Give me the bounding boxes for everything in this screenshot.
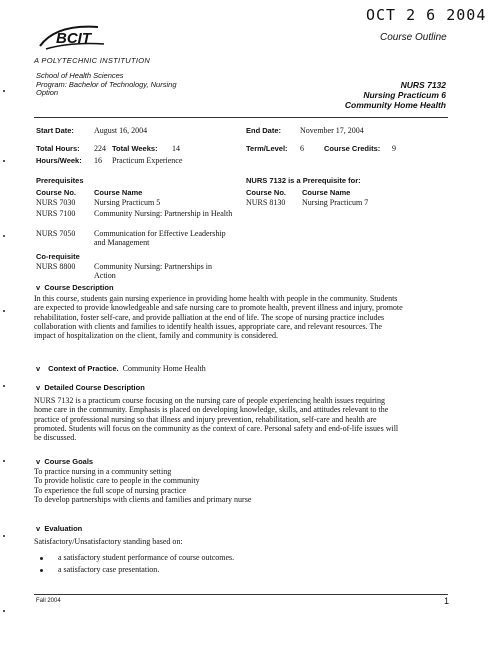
scan-speck: [3, 160, 5, 162]
evaluation-intro: Satisfactory/Unsatisfactory standing based on:: [34, 537, 183, 546]
course-title-line1: Nursing Practicum 6: [363, 90, 446, 100]
end-date-value: November 17, 2004: [300, 126, 364, 135]
prereq-col-course-name: Course Name: [94, 188, 143, 197]
course-description-text: [34, 294, 454, 340]
text-line: NURS 7132 is a practicum course focusing on the nursing care of people experiencing health issues requiring: [34, 396, 386, 405]
text-line: In this course, students gain nursing experience in providing home health with people in the community. Students: [34, 294, 398, 303]
scan-speck: [3, 310, 5, 312]
detailed-description-heading: v Detailed Course Description: [36, 383, 145, 392]
option-label: Option: [36, 88, 59, 97]
prereq-for-col-course-no: Course No.: [246, 188, 287, 197]
text-line: be discussed.: [34, 433, 77, 443]
prereq-col-course-no: Course No.: [36, 188, 77, 197]
scan-speck: [3, 535, 5, 537]
course-code: NURS 7132: [400, 80, 446, 90]
scan-speck: [3, 235, 5, 237]
text-line: practice of professional nursing so that illness and injury prevention, rehabilitation, self-care and health are: [34, 414, 377, 424]
credits-label: Course Credits:: [324, 144, 381, 153]
scan-speck: [3, 460, 5, 462]
page-number: 1: [444, 596, 450, 606]
header-divider: [34, 117, 448, 118]
scan-speck: [3, 90, 5, 92]
footer-divider: [34, 594, 448, 595]
school-name: School of Health Sciences: [36, 71, 124, 80]
total-weeks-value: 14: [172, 144, 180, 153]
course-id-block: [345, 80, 446, 110]
context-value: Community Home Health: [122, 364, 206, 373]
coreq-1-name: Community Nursing: Partnerships in Action: [94, 262, 212, 280]
bcit-logo: [36, 22, 108, 57]
scan-speck: [3, 610, 5, 612]
prereq-for-1-no: NURS 8130: [246, 198, 286, 207]
date-stamp: OCT 2 6 2004: [366, 6, 487, 24]
prereq-3-name: Communication for Effective Leadership and Management: [94, 229, 226, 247]
list-item: To provide holistic care to people in the community: [34, 476, 200, 486]
program-name: Program: Bachelor of Technology, Nursing: [36, 79, 177, 89]
total-hours-label: Total Hours:: [36, 144, 80, 153]
prereq-2-name: Community Nursing: Partnership in Health: [94, 209, 233, 218]
course-goals-heading: v Course Goals: [36, 457, 94, 466]
document-type: Course Outline: [380, 32, 447, 43]
bullet-icon: [40, 557, 43, 560]
evaluation-heading: v Evaluation: [36, 524, 83, 533]
section-marker: v: [36, 383, 41, 392]
bullet-icon: [40, 569, 43, 572]
text-line: promoted. Students will focus on the community as the context of care. Personal safety and end-of-life issues will: [34, 423, 399, 433]
section-marker: v: [36, 364, 41, 373]
course-goals-list: [34, 467, 454, 504]
end-date-label: End Date:: [246, 126, 282, 135]
context-heading: Context of Practice.: [48, 364, 119, 373]
total-hours-value: 224: [94, 144, 106, 153]
section-marker: v: [36, 524, 41, 533]
text-line: collaboration with clients and families to identify health issues, appropriate care, and relevant resources. The: [34, 321, 382, 331]
text-line: impact of hospitalization on the client, family and community is considered.: [34, 331, 278, 341]
start-date-value: August 16, 2004: [94, 126, 148, 135]
term-value: 6: [300, 144, 304, 153]
prereq-1-no: NURS 7030: [36, 198, 76, 207]
term-label: Term/Level:: [246, 144, 288, 153]
list-item: To develop partnerships with clients and families and primary nurse: [34, 494, 252, 504]
section-marker: v: [36, 457, 41, 466]
corequisite-heading: Co-requisite: [36, 252, 80, 261]
section-marker: v: [36, 283, 41, 292]
credits-value: 9: [392, 144, 396, 153]
svg-text:BCIT: BCIT: [56, 30, 91, 47]
list-item: To practice nursing in a community setting: [34, 467, 172, 476]
list-item: To experience the full scope of nursing practice: [34, 485, 187, 495]
footer-term: Fall 2004: [36, 598, 61, 604]
institution-tagline: A POLYTECHNIC INSTITUTION: [34, 56, 151, 65]
hours-week-label: Hours/Week:: [36, 156, 82, 165]
context-of-practice: [36, 358, 206, 376]
total-weeks-label: Total Weeks:: [112, 144, 158, 153]
prereq-3-no: NURS 7050: [36, 229, 76, 238]
text-line: rehabilitation, foster self-care, and provide palliation at the end of life. The scope of nursing practice includes: [34, 312, 385, 322]
prereq-1-name: Nursing Practicum 5: [94, 198, 161, 207]
course-description-heading: v Course Description: [36, 283, 114, 292]
hours-week-value: 16: [94, 156, 102, 165]
hours-week-note: Practicum Experience: [112, 156, 183, 165]
prereq-for-col-course-name: Course Name: [302, 188, 351, 197]
text-line: are expected to provide knowledgeable and safe nursing care to promote health, prevent illness and injury, promote: [34, 303, 403, 313]
evaluation-item: a satisfactory student performance of course outcomes.: [58, 553, 235, 562]
scan-speck: [3, 385, 5, 387]
school-info: [36, 72, 177, 98]
coreq-1-no: NURS 8800: [36, 262, 76, 271]
prereq-for-1-name: Nursing Practicum 7: [302, 198, 369, 207]
prereq-for-heading: NURS 7132 is a Prerequisite for:: [246, 176, 361, 185]
prerequisites-heading: Prerequisites: [36, 176, 84, 185]
course-title-line2: Community Home Health: [344, 100, 446, 110]
detailed-description-text: [34, 396, 454, 442]
prereq-2-no: NURS 7100: [36, 209, 76, 218]
text-line: home care in the community. Emphasis is placed on developing knowledge, skills, and attitudes relevant to the: [34, 405, 389, 415]
start-date-label: Start Date:: [36, 126, 74, 135]
evaluation-item: a satisfactory case presentation.: [58, 565, 160, 574]
